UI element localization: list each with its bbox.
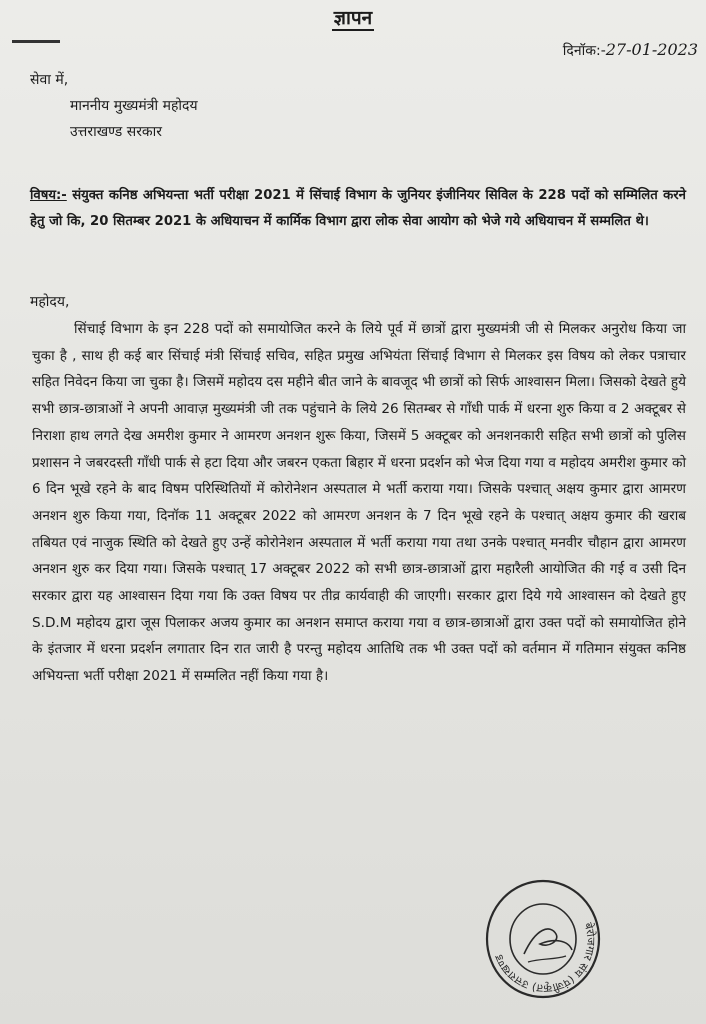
subject-text: संयुक्त कनिष्ठ अभियन्ता भर्ती परीक्षा 2021 में सिंचाई विभाग के जुनियर इंजीनियर सिविल के 228 पदों को सम्मिलित करने हेतु जो कि, 20 सितम्बर 2021 के अधियाचन में कार्मिक विभाग द्वारा लोक सेवा आयोग को भेजे गये अधियाचन में सम्मलित थे।: [30, 188, 686, 229]
svg-text:बेरोजगार संघ (पंजीकृत) उत्तराख: बेरोजगार संघ (पंजीकृत) उत्तराखण्ड: [492, 921, 598, 995]
body-paragraph: [32, 316, 686, 690]
margin-dash: [12, 40, 60, 43]
date-value: 27-01-2023: [605, 40, 698, 59]
date-label: दिनॉक:-: [562, 43, 606, 59]
page-title: ज्ञापन: [333, 7, 373, 29]
subject-block: [30, 183, 686, 235]
to-label: सेवा में,: [30, 72, 69, 88]
organization-seal-stamp: [484, 878, 602, 1000]
body-text: सिंचाई विभाग के इन 228 पदों को समायोजित करने के लिये पूर्व में छात्रों द्वारा मुख्यमंत्री जी से मिलकर अनुरोध किया जा चुका है , साथ ही कई बार सिंचाई मंत्री सिंचाई सचिव, सहित प्रमुख अभियंता सिंचाई विभाग से मिलकर इस विषय को लेकर पत्राचार सहित निवेदन किया जा चुका है। जिसमें महोदय दस महीने बीत जाने के बावजूद भी छात्रों को सिर्फ आश्वासन मिला। जिसको देखते हुये सभी छात्र-छात्राओं ने अपनी आवाज़ मुख्यमंत्री जी तक पहुंचाने के लिये 26 सितम्बर से गाँधी पार्क में धरना शुरु किया व 2 अक्टूबर से निराशा हाथ लगते देख अमरीश कुमार ने आमरण अनशन शुरू किया, जिसमें 5 अक्टूबर को अनशनकारी सहित सभी छात्रों को पुलिस प्रशासन ने जबरदस्ती गाँधी पार्क से हटा दिया और जबरन एकता बिहार में धरना प्रदर्शन को भेज दिया गया व महोदय अमरीश कुमार को 6 दिन भूखे रहने के बाद विषम परिस्थितियों में कोरोनेशन अस्पताल मे भर्ती कराया गया। जिसके पश्चात् अक्षय कुमार द्वारा आमरण अनशन शुरु किया गया, दिनॉक 11 अक्टूबर 2022 को आमरण अनशन के 7 दिन भूखे रहने के पश्चात् अक्षय कुमार की खराब तबियत एवं नाजुक स्थिति को देखते हुए उन्हें कोरोनेशन अस्पताल में भर्ती कराया गया तथा उनके पश्चात् मनवीर चौहान द्वारा आमरण अनशन शुरु कर दिया गया। जिसके पश्चात् 17 अक्टूबर 2022 को सभी छात्र-छात्राओं द्वारा महारैली आयोजित की गई व उसी दिन सरकार द्वारा यह आश्वासन दिया गया कि उक्त विषय पर तीव्र कार्यवाही की जाएगी। सरकार द्वारा दिये गये आश्वासन को देखते हुए S.D.M महोदय द्वारा जूस पिलाकर अजय कुमार का अनशन समाप्त कराया गया व छात्र-छात्राओं द्वारा उक्त पदों को समायोजित होने के इंतजार में धरना प्रदर्शन लगातार दिन रात जारी है परन्तु महोदय आतिथि तक भी उक्त पदों को वर्तमान में गतिमान संयुक्त कनिष्ठ अभियन्ता भर्ती परीक्षा 2021 में सम्मलित नहीं किया गया है।: [32, 321, 686, 685]
date-line: [563, 40, 698, 60]
addressee-line-2: उत्तराखण्ड सरकार: [70, 124, 163, 140]
salutation: महोदय,: [30, 294, 70, 310]
subject-label: विषय:-: [30, 188, 67, 203]
addressee-line-1: माननीय मुख्यमंत्री महोदय: [70, 98, 198, 114]
